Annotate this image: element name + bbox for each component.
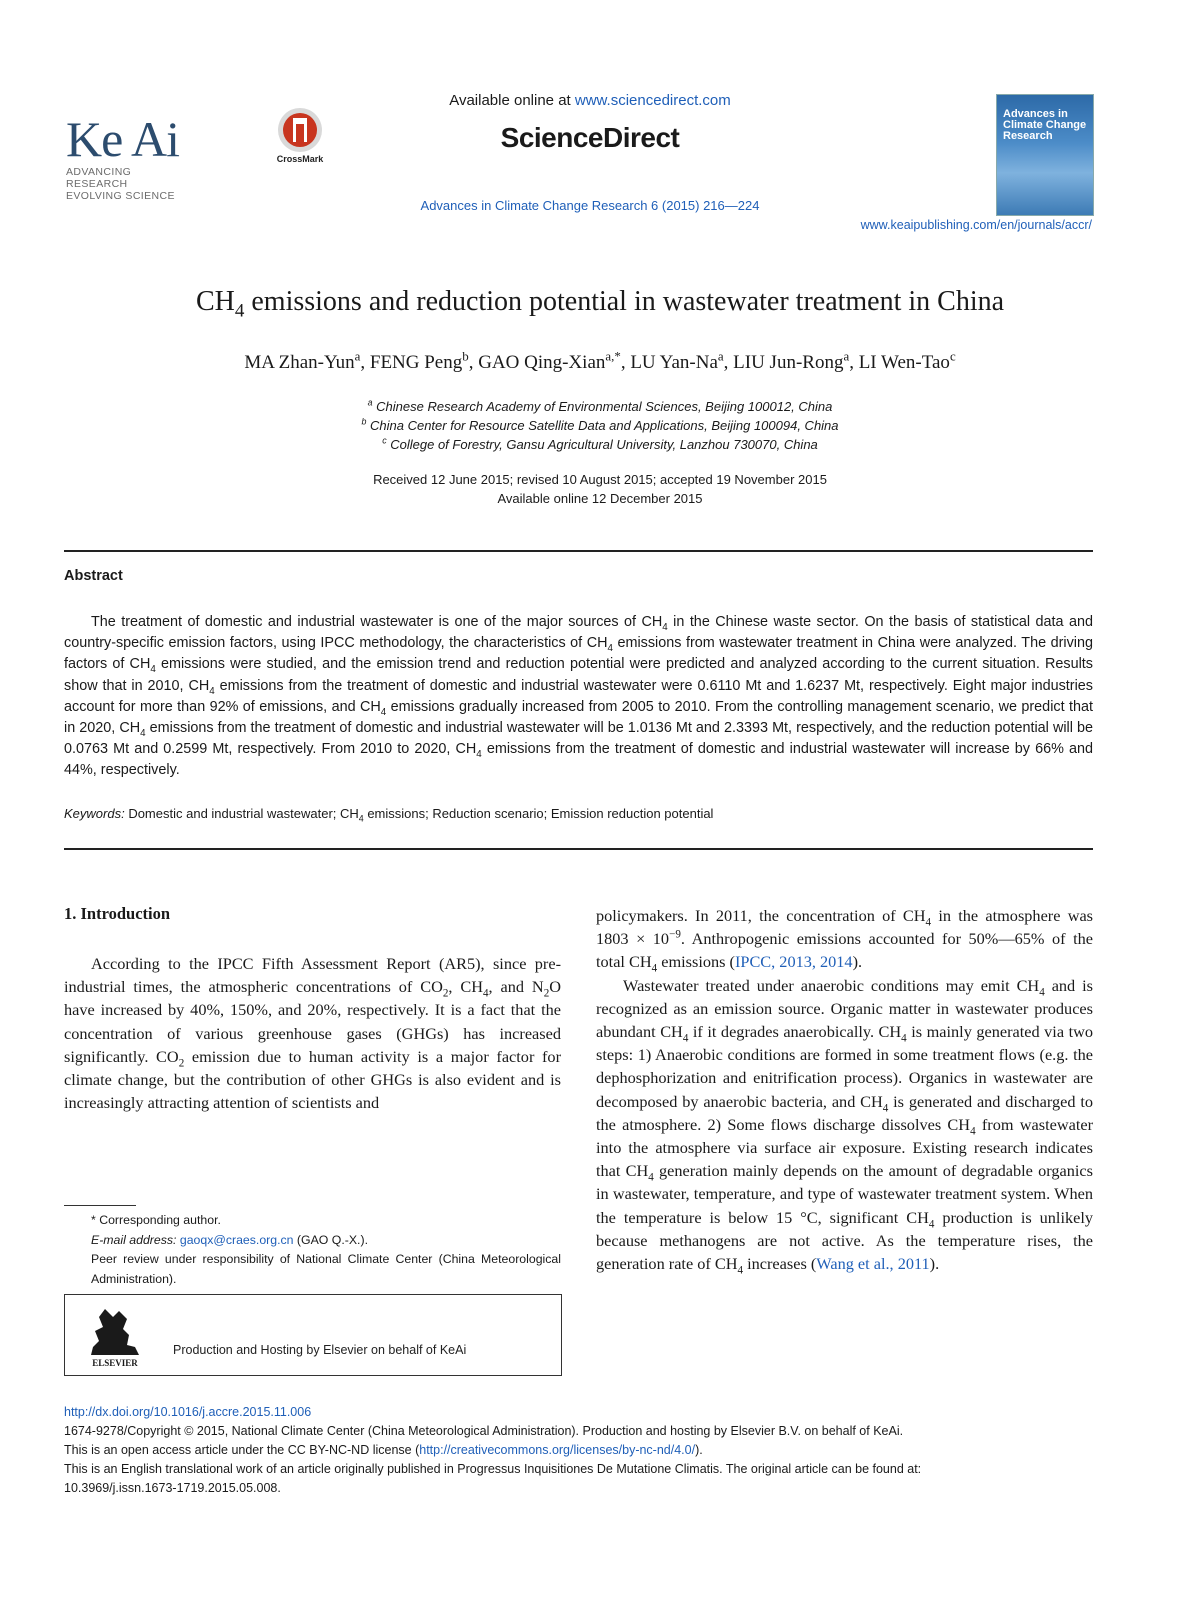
bottom-matter bbox=[64, 1403, 1114, 1498]
keai-tagline-1: ADVANCING RESEARCH bbox=[66, 166, 132, 190]
available-online-prefix: Available online at bbox=[449, 92, 575, 109]
author: FENG Peng$^b$ bbox=[369, 348, 469, 373]
email-link[interactable]: gaoqx@craes.org.cn bbox=[179, 1232, 294, 1247]
corresponding-author-note: * Corresponding author. bbox=[91, 1213, 221, 1227]
translation-doi: 10.3969/j.issn.1673-1719.2015.05.008. bbox=[64, 1481, 281, 1495]
license-link[interactable]: http://creativecommons.org/licenses/by-nc-nd/4.0/ bbox=[419, 1443, 696, 1457]
elsevier-hosting-text: Production and Hosting by Elsevier on behalf of KeAi bbox=[173, 1343, 467, 1357]
elsevier-logo-label: ELSEVIER bbox=[92, 1358, 138, 1368]
section-heading: 1. Introduction bbox=[64, 904, 171, 923]
paragraph: Wastewater treated under anaerobic conditions may emit $CH_4$ and is recognized as an emission source. Organic matter in wastewater produces abundant $CH_4$ if it degrades anaerobically. $CH_4$ is mainly generated via two steps: 1) Anaerobic conditions are formed in some treatment flows (e.g. the dephosphorization and enitrification process). Organics in wastewater are decomposed by anaerobic bacteria, and $CH_4$ is generated and discharged to the atmosphere. 2) Some flows discharge dissolves $CH_4$ from wastewater into the atmosphere via surface air exposure. Existing research indicates that $CH_4$ generation mainly depends on the amount of degradable organics in wastewater, temperature, and type of wastewater treatment system. When the temperature is below 15 °C, significant $CH_4$ production is unlikely because methanogens are not active. As the temperature rises, the generation rate of $CH_4$ increases (Wang et al., 2011). bbox=[596, 975, 1094, 1277]
citation-link[interactable]: IPCC, 2013, 2014 bbox=[734, 952, 853, 972]
copyright-line: 1674-9278/Copyright © 2015, National Climate Center (China Meteorological Administration). Production and hosting by Elsevier B.V. on behalf of KeAi. bbox=[64, 1424, 904, 1438]
journal-reference[interactable]: Advances in Climate Change Research 6 (2015) 216—224 bbox=[420, 198, 760, 213]
citation-link[interactable]: Wang et al., 2011 bbox=[816, 1254, 930, 1274]
email-note: E-mail address: gaoqx@craes.org.cn (GAO Q.-X.). bbox=[91, 1232, 368, 1247]
affiliation: $^c$ College of Forestry, Gansu Agricultural University, Lanzhou 730070, China bbox=[382, 435, 818, 452]
keai-logo bbox=[66, 112, 196, 202]
paragraph: According to the IPCC Fifth Assessment Report (AR5), since pre-industrial times, the atmospheric concentrations of $CO_2$, $CH_4$, and $N_2O$ have increased by 40%, 150%, and 20%, respectively. It is a fact that the concentration of various greenhouse gases (GHGs) has increased significantly. $CO_2$ emission due to human activity is a major factor for climate change, but the contribution of other GHGs is also evident and is increasingly attracting attention of scientists and bbox=[64, 954, 561, 1113]
author: LI Wen-Tao$^c$ bbox=[858, 348, 956, 373]
author: LU Yan-Na$^a$ bbox=[630, 348, 724, 373]
sciencedirect-link[interactable]: www.sciencedirect.com bbox=[574, 92, 731, 109]
journal-cover-image bbox=[996, 94, 1094, 216]
peer-review-note: Peer review under responsibility of National Climate Center (China Meteorological Administration). bbox=[91, 1252, 561, 1286]
paragraph: policymakers. In 2011, the concentration of $CH_4$ in the atmosphere was $1803 \times 10^{-9}$. Anthropogenic emissions accounted for 50%—65% of the total $CH_4$ emissions (IPCC, 2013, 2014). bbox=[596, 906, 1094, 975]
divider bbox=[64, 848, 1093, 850]
available-online bbox=[330, 92, 850, 109]
author: GAO Qing-Xian$^{a,*}$ bbox=[478, 348, 621, 373]
article-title: $CH_4$ emissions and reduction potential in wastewater treatment in China bbox=[195, 286, 1005, 322]
affiliations bbox=[60, 397, 1140, 454]
abstract-body: The treatment of domestic and industrial wastewater is one of the major sources of $CH_4$ in the Chinese waste sector. On the basis of statistical data and country-specific emission factors, using IPCC methodology, the characteristics of $CH_4$ emissions from wastewater treatment in China were analyzed. The driving factors of $CH_4$ emissions were studied, and the emission trend and reduction potential were predicted and analyzed according to the current situation. Results show that in 2010, $CH_4$ emissions from the treatment of domestic and industrial wastewater were 0.6110 Mt and 1.6237 Mt, respectively. Eight major industries account for more than 92% of emissions, and $CH_4$ emissions gradually increased from 2005 to 2010. From the controlling management scenario, we predict that in 2020, $CH_4$ emissions from the treatment of domestic and industrial wastewater will be 1.0136 Mt and 2.3393 Mt, respectively, and the reduction potential will be 0.0763 Mt and 0.2599 Mt, respectively. From 2010 to 2020, $CH_4$ emissions from the treatment of domestic and industrial wastewater will increase by 66% and 44%, respectively. bbox=[64, 614, 1093, 779]
author: LIU Jun-Rong$^a$ bbox=[733, 348, 850, 373]
doi-link[interactable]: http://dx.doi.org/10.1016/j.accre.2015.11.006 bbox=[64, 1405, 312, 1419]
keai-logo-text: Ke Ai bbox=[66, 111, 180, 167]
crossmark-icon[interactable] bbox=[268, 104, 332, 168]
keywords-label: Keywords: bbox=[64, 806, 125, 821]
abstract-heading: Abstract bbox=[64, 568, 123, 584]
elsevier-logo bbox=[83, 1301, 147, 1369]
license-line: This is an open access article under the CC BY-NC-ND license (http://creativecommons.org/licenses/by-nc-nd/4.0/). bbox=[64, 1443, 703, 1457]
platform-name: ScienceDirect bbox=[500, 122, 680, 153]
received-dates: Received 12 June 2015; revised 10 August 2015; accepted 19 November 2015 bbox=[373, 472, 827, 487]
journal-cover-title: Advances in Climate Change Research bbox=[1003, 108, 1087, 142]
author: MA Zhan-Yun$^a$ bbox=[244, 348, 361, 373]
left-column bbox=[64, 952, 561, 1114]
journal-url[interactable]: www.keaipublishing.com/en/journals/accr/ bbox=[860, 218, 1092, 232]
available-online-date: Available online 12 December 2015 bbox=[497, 491, 703, 506]
article-dates bbox=[60, 470, 1140, 508]
affiliation: $^b$ China Center for Resource Satellite Data and Applications, Beijing 100094, China bbox=[361, 416, 839, 433]
translation-note: This is an English translational work of an article originally published in Progressus Inquisitiones De Mutatione Climatis. The original article can be found at: bbox=[64, 1462, 922, 1476]
keai-tagline-2: EVOLVING SCIENCE bbox=[66, 190, 175, 202]
footnotes bbox=[64, 1211, 561, 1289]
elsevier-box bbox=[64, 1294, 562, 1376]
footnote-rule bbox=[64, 1205, 136, 1206]
right-column bbox=[596, 904, 1093, 1275]
author-list: MA Zhan-Yun$^a$, FENG Peng$^b$, GAO Qing-Xian$^{a,*}$, LU Yan-Na$^a$, LIU Jun-Rong$^a$, LI Wen-Tao$^c$ bbox=[244, 348, 956, 373]
crossmark-label: CrossMark bbox=[276, 154, 324, 164]
divider bbox=[64, 550, 1093, 552]
affiliation: $^a$ Chinese Research Academy of Environmental Sciences, Beijing 100012, China bbox=[367, 397, 833, 414]
keywords: Keywords: Domestic and industrial wastewater; $CH_4$ emissions; Reduction scenario; Emission reduction potential bbox=[64, 806, 714, 824]
